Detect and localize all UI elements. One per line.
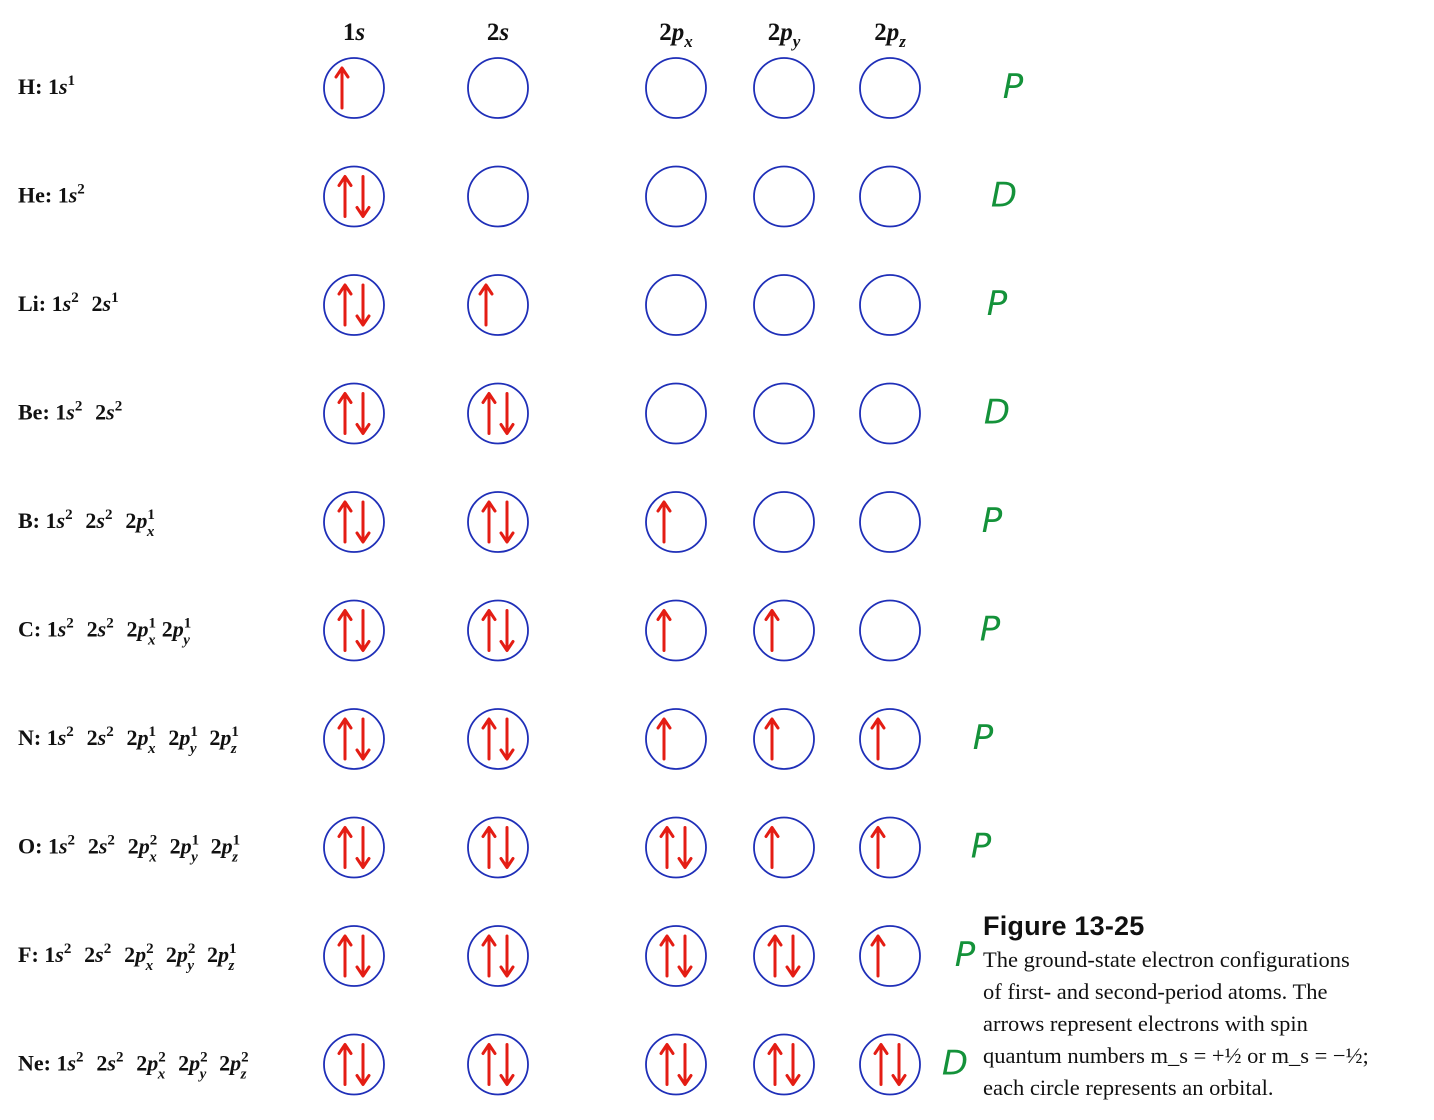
spin-up-arrow — [872, 719, 884, 759]
config-label-o: O: $1s^2$ $2s^2$ $2p^2$ x $2p^1$ y $2p^1$ z — [18, 832, 241, 866]
orbital-circle — [324, 167, 384, 227]
spin-up-arrow — [483, 719, 495, 759]
orbital-2py-h — [754, 58, 814, 118]
spin-up-arrow — [769, 1045, 781, 1085]
spin-up-arrow — [658, 719, 670, 759]
orbital-2px-c — [646, 601, 706, 661]
spin-up-arrow — [872, 936, 884, 976]
spin-down-arrow — [357, 285, 369, 325]
spin-down-arrow — [357, 1045, 369, 1085]
config-label-be: Be: $1s^2$ $2s^2$ — [18, 398, 123, 425]
column-header-2pz: $2p_z$ — [874, 19, 906, 51]
annotation-b: P — [981, 501, 1003, 541]
orbital-1s-n — [324, 709, 384, 769]
annotation-n: P — [972, 718, 994, 758]
annotation-he: D — [990, 175, 1018, 216]
spin-up-arrow — [658, 502, 670, 542]
orbital-circle — [468, 492, 528, 552]
orbital-1s-be — [324, 384, 384, 444]
orbital-circle — [324, 926, 384, 986]
spin-down-arrow — [357, 177, 369, 217]
spin-down-arrow — [679, 936, 691, 976]
orbital-circle — [324, 709, 384, 769]
orbital-1s-he — [324, 167, 384, 227]
orbital-2px-h — [646, 58, 706, 118]
orbital-2s-c — [468, 601, 528, 661]
orbital-circle — [646, 492, 706, 552]
orbital-circle — [860, 384, 920, 444]
orbital-1s-b — [324, 492, 384, 552]
column-header-1s: 1s — [342, 19, 366, 46]
orbital-circle — [754, 601, 814, 661]
orbital-1s-li — [324, 275, 384, 335]
orbital-circle — [754, 58, 814, 118]
spin-down-arrow — [787, 1045, 799, 1085]
spin-down-arrow — [357, 502, 369, 542]
orbital-2pz-c — [860, 601, 920, 661]
spin-up-arrow — [339, 611, 351, 651]
spin-down-arrow — [357, 936, 369, 976]
spin-up-arrow — [483, 1045, 495, 1085]
annotation-be: D — [983, 392, 1011, 433]
spin-up-arrow — [483, 394, 495, 434]
column-header-2s: 2s — [486, 19, 510, 46]
orbital-2px-o — [646, 818, 706, 878]
orbital-2px-ne — [646, 1035, 706, 1095]
orbital-2pz-ne — [860, 1035, 920, 1095]
orbital-2py-ne — [754, 1035, 814, 1095]
spin-up-arrow — [483, 828, 495, 868]
orbital-circle — [468, 926, 528, 986]
spin-up-arrow — [339, 828, 351, 868]
spin-up-arrow — [661, 1045, 673, 1085]
orbital-1s-ne — [324, 1035, 384, 1095]
caption-line: each circle represents an orbital. — [983, 1075, 1274, 1100]
orbital-circle — [860, 275, 920, 335]
orbital-circle — [646, 818, 706, 878]
spin-up-arrow — [872, 828, 884, 868]
orbital-circle — [324, 818, 384, 878]
orbital-2s-o — [468, 818, 528, 878]
orbital-circle — [754, 167, 814, 227]
config-label-n: N: $1s^2$ $2s^2$ $2p^1$ x $2p^1$ y $2p^1$ z — [18, 724, 239, 757]
orbital-circle — [860, 1035, 920, 1095]
spin-down-arrow — [501, 394, 513, 434]
spin-down-arrow — [357, 394, 369, 434]
orbital-circle — [646, 167, 706, 227]
orbital-2s-li — [468, 275, 528, 335]
orbital-1s-f — [324, 926, 384, 986]
orbital-2py-c — [754, 601, 814, 661]
spin-up-arrow — [336, 68, 348, 108]
annotation-c: P — [979, 609, 1001, 650]
orbital-circle — [324, 384, 384, 444]
orbital-2px-f — [646, 926, 706, 986]
spin-down-arrow — [357, 611, 369, 651]
orbital-circle — [754, 818, 814, 878]
spin-up-arrow — [339, 936, 351, 976]
orbital-circle — [754, 926, 814, 986]
orbital-2pz-be — [860, 384, 920, 444]
orbital-circle — [860, 601, 920, 661]
spin-up-arrow — [766, 611, 778, 651]
orbital-2pz-f — [860, 926, 920, 986]
caption-line: The ground-state electron configurations — [983, 947, 1350, 972]
orbital-1s-o — [324, 818, 384, 878]
orbital-2s-be — [468, 384, 528, 444]
orbital-circle — [468, 167, 528, 227]
spin-up-arrow — [766, 719, 778, 759]
orbital-circle — [754, 384, 814, 444]
orbital-circle — [646, 709, 706, 769]
spin-up-arrow — [483, 936, 495, 976]
spin-down-arrow — [501, 936, 513, 976]
orbital-2s-n — [468, 709, 528, 769]
orbital-2py-b — [754, 492, 814, 552]
spin-up-arrow — [480, 285, 492, 325]
orbital-2px-li — [646, 275, 706, 335]
spin-up-arrow — [339, 502, 351, 542]
orbital-2px-be — [646, 384, 706, 444]
orbital-circle — [860, 167, 920, 227]
orbital-circle — [324, 1035, 384, 1095]
orbital-circle — [860, 818, 920, 878]
orbital-circle — [754, 275, 814, 335]
annotation-o: P — [970, 826, 992, 867]
spin-down-arrow — [357, 719, 369, 759]
figure-description — [983, 944, 1428, 1104]
orbital-2py-be — [754, 384, 814, 444]
orbital-circle — [646, 926, 706, 986]
orbital-2pz-he — [860, 167, 920, 227]
caption-line: quantum numbers m_s = +½ or m_s = −½; — [983, 1043, 1369, 1068]
orbital-2px-he — [646, 167, 706, 227]
orbital-2py-f — [754, 926, 814, 986]
spin-up-arrow — [339, 285, 351, 325]
orbital-2py-o — [754, 818, 814, 878]
spin-down-arrow — [893, 1045, 905, 1085]
orbital-circle — [860, 709, 920, 769]
caption-line: arrows represent electrons with spin — [983, 1011, 1308, 1036]
config-label-f: F: $1s^2$ $2s^2$ $2p^2$ x $2p^2$ y $2p^1$ z — [18, 941, 237, 974]
orbital-circle — [860, 58, 920, 118]
orbital-circle — [646, 1035, 706, 1095]
spin-down-arrow — [501, 611, 513, 651]
orbital-2px-n — [646, 709, 706, 769]
orbital-circle — [468, 818, 528, 878]
orbital-2py-n — [754, 709, 814, 769]
spin-down-arrow — [679, 828, 691, 868]
spin-up-arrow — [875, 1045, 887, 1085]
orbital-circle — [468, 384, 528, 444]
config-label-h: H: $1s^1$ — [18, 73, 76, 99]
orbital-circle — [646, 384, 706, 444]
orbital-circle — [754, 492, 814, 552]
spin-down-arrow — [679, 1045, 691, 1085]
orbital-2s-f — [468, 926, 528, 986]
orbital-2s-he — [468, 167, 528, 227]
spin-up-arrow — [339, 177, 351, 217]
orbital-circle — [468, 709, 528, 769]
spin-up-arrow — [661, 936, 673, 976]
annotation-h: P — [1002, 67, 1024, 107]
orbital-2s-ne — [468, 1035, 528, 1095]
column-header-2px: $2p_x$ — [659, 19, 693, 51]
orbital-2pz-li — [860, 275, 920, 335]
orbital-circle — [754, 709, 814, 769]
orbital-circle — [860, 926, 920, 986]
orbital-2py-li — [754, 275, 814, 335]
spin-down-arrow — [501, 1045, 513, 1085]
spin-up-arrow — [339, 394, 351, 434]
spin-up-arrow — [658, 611, 670, 651]
orbital-circle — [468, 275, 528, 335]
spin-up-arrow — [483, 502, 495, 542]
spin-down-arrow — [501, 828, 513, 868]
orbital-2pz-b — [860, 492, 920, 552]
orbital-circle — [324, 275, 384, 335]
annotation-li: P — [986, 284, 1008, 324]
orbital-circle — [754, 1035, 814, 1095]
spin-down-arrow — [357, 828, 369, 868]
orbital-2py-he — [754, 167, 814, 227]
orbital-1s-c — [324, 601, 384, 661]
spin-up-arrow — [766, 828, 778, 868]
orbital-circle — [324, 58, 384, 118]
orbital-2pz-o — [860, 818, 920, 878]
spin-up-arrow — [339, 1045, 351, 1085]
orbital-circle — [468, 601, 528, 661]
orbital-circle — [860, 492, 920, 552]
spin-down-arrow — [787, 936, 799, 976]
config-label-c: C: $1s^2$ $2s^2$ $2p^1$ x $2p^1$ y — [18, 615, 192, 649]
orbital-circle — [324, 601, 384, 661]
figure-caption — [983, 911, 1428, 1104]
orbital-circle — [468, 1035, 528, 1095]
spin-up-arrow — [339, 719, 351, 759]
orbital-1s-h — [324, 58, 384, 118]
spin-down-arrow — [501, 719, 513, 759]
orbital-2s-h — [468, 58, 528, 118]
orbital-circle — [468, 58, 528, 118]
orbital-2pz-h — [860, 58, 920, 118]
orbital-2px-b — [646, 492, 706, 552]
config-label-ne: Ne: $1s^2$ $2s^2$ $2p^2$ x $2p^2$ y $2p^2$ z — [18, 1049, 249, 1083]
orbital-circle — [646, 275, 706, 335]
caption-line: of first- and second-period atoms. The — [983, 979, 1328, 1004]
spin-up-arrow — [661, 828, 673, 868]
spin-down-arrow — [501, 502, 513, 542]
config-label-b: B: $1s^2$ $2s^2$ $2p^1$ x — [18, 507, 155, 540]
orbital-2s-b — [468, 492, 528, 552]
annotation-f: P — [954, 935, 976, 975]
spin-up-arrow — [769, 936, 781, 976]
orbital-circle — [646, 601, 706, 661]
orbital-circle — [646, 58, 706, 118]
figure-title: Figure 13-25 — [983, 911, 1145, 941]
column-header-2py: $2p_y$ — [767, 19, 801, 51]
orbital-circle — [324, 492, 384, 552]
orbital-2pz-n — [860, 709, 920, 769]
config-label-li: Li: $1s^2$ $2s^1$ — [18, 290, 119, 316]
spin-up-arrow — [483, 611, 495, 651]
config-label-he: He: $1s^2$ — [18, 181, 85, 208]
annotation-ne: D — [941, 1043, 969, 1084]
